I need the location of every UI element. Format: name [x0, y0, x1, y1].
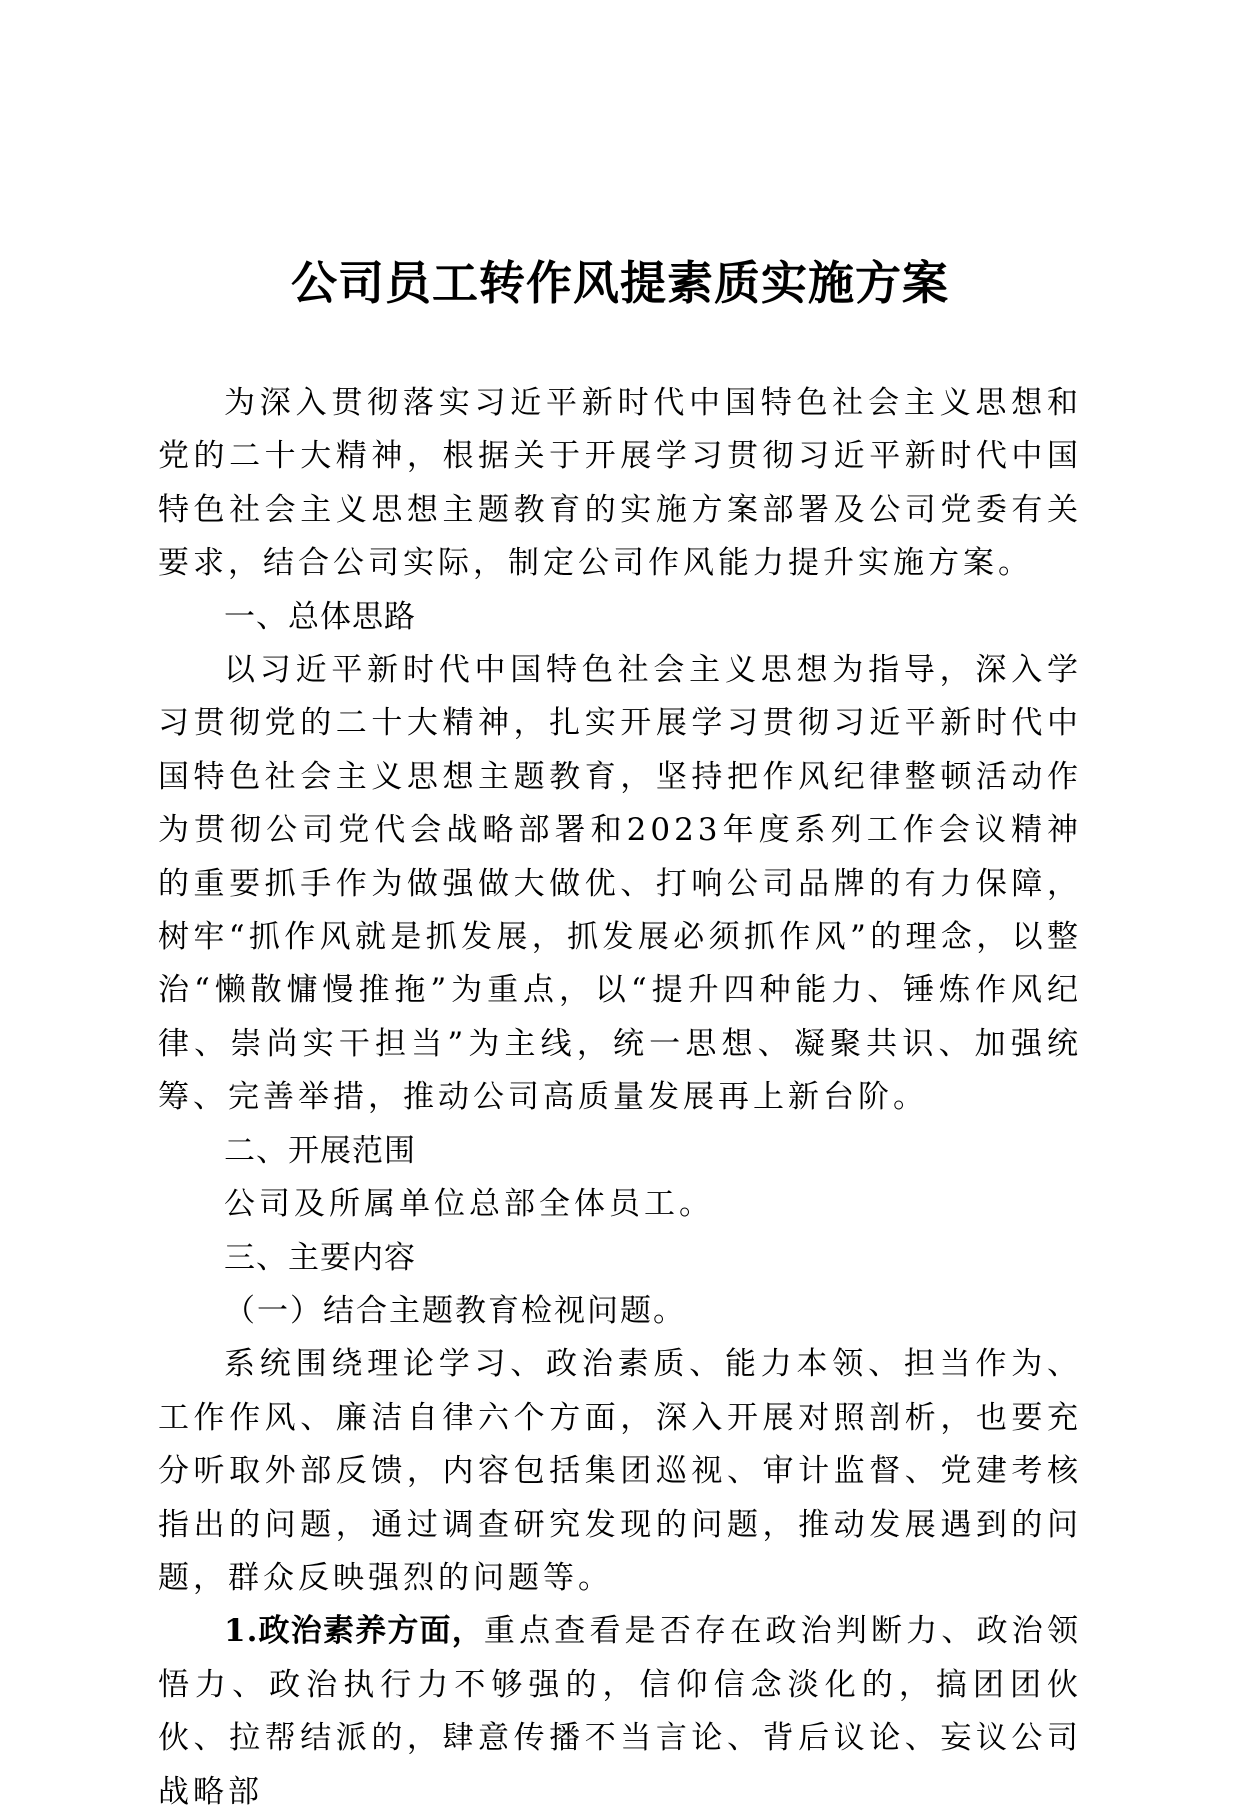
- scope-paragraph: 公司及所属单位总部全体员工。: [224, 1186, 714, 1223]
- section-heading-scope: 二、开展范围: [224, 1132, 416, 1169]
- intro-paragraph: 为深入贯彻落实习近平新时代中国特色社会主义思想和党的二十大精神，根据关于开展学习贯彻习近平新时代中国特色社会主义思想主题教育的实施方案部署及公司党委有关要求，结合公司实际，制定公司作风能力提升实施方案。: [158, 385, 1082, 582]
- inspection-paragraph: 系统围绕理论学习、政治素质、能力本领、担当作为、工作作风、廉洁自律六个方面，深入开展对照剖析，也要充分听取外部反馈，内容包括集团巡视、审计监督、党建考核指出的问题，通过调查研究发现的问题，推动发展遇到的问题，群众反映强烈的问题等。: [158, 1346, 1082, 1596]
- section-heading-overall-approach: 一、总体思路: [224, 598, 416, 635]
- item-political-literacy-body: 重点查看是否存在政治判断力、政治领悟力、政治执行力不够强的，信仰信念淡化的，搞团团伙伙、拉帮结派的，肆意传播不当言论、背后议论、妄议公司战略部: [158, 1613, 1082, 1810]
- section-heading-main-content: 三、主要内容: [224, 1239, 416, 1276]
- subsection-heading-inspection: （一）结合主题教育检视问题。: [224, 1292, 686, 1329]
- document-title: 公司员工转作风提素质实施方案: [291, 256, 949, 310]
- item-political-literacy-lead: 1.政治素养方面，: [224, 1613, 484, 1650]
- document-body: [158, 377, 1082, 1819]
- item-political-literacy: [158, 1605, 1082, 1819]
- overall-approach-paragraph: 以习近平新时代中国特色社会主义思想为指导，深入学习贯彻党的二十大精神，扎实开展学习贯彻习近平新时代中国特色社会主义思想主题教育，坚持把作风纪律整顿活动作为贯彻公司党代会战略部署和2023年度系列工作会议精神的重要抓手作为做强做大做优、打响公司品牌的有力保障，树牢“抓作风就是抓发展，抓发展必须抓作风”的理念，以整治“懒散慵慢推拖”为重点，以“提升四种能力、锤炼作风纪律、崇尚实干担当”为主线，统一思想、凝聚共识、加强统筹、完善举措，推动公司高质量发展再上新台阶。: [158, 652, 1082, 1116]
